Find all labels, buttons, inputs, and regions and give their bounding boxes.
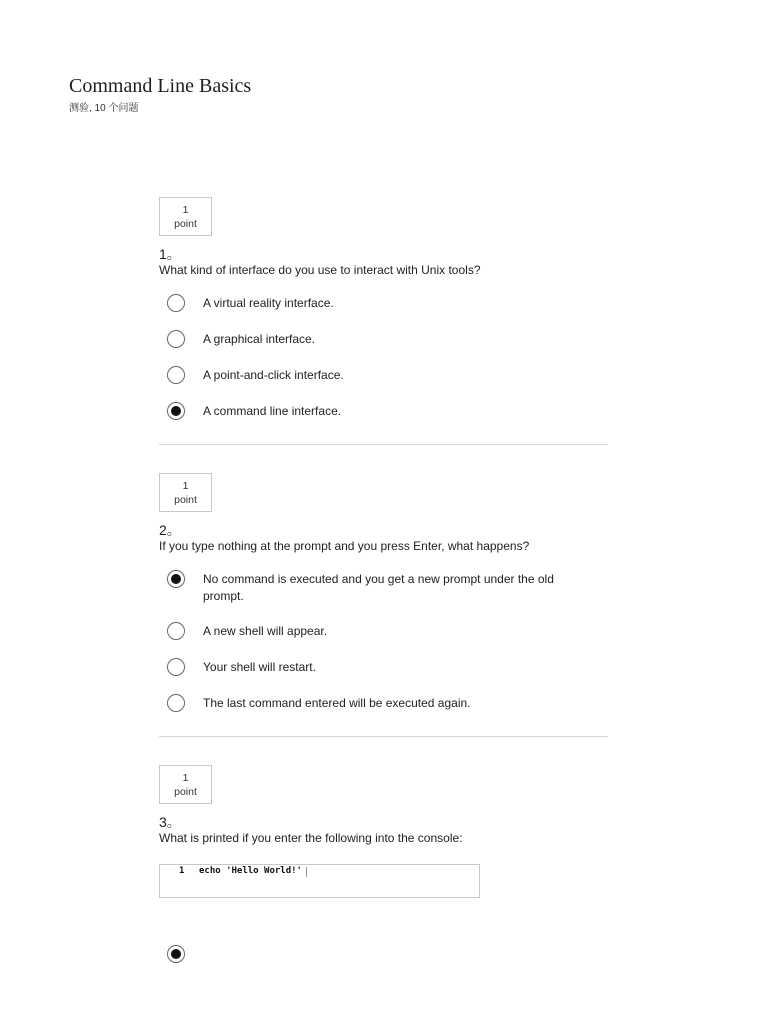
question-text: If you type nothing at the prompt and you press Enter, what happens? (159, 539, 530, 553)
option-label: A point-and-click interface. (203, 368, 344, 382)
radio-button-selected[interactable] (167, 402, 185, 420)
question-divider (159, 444, 608, 445)
question-text: What is printed if you enter the following into the console: (159, 831, 463, 845)
q2-option-3[interactable] (167, 658, 597, 676)
radio-button[interactable] (167, 294, 185, 312)
points-unit: point (174, 493, 197, 506)
option-label: A graphical interface. (203, 332, 316, 346)
points-badge (159, 197, 212, 236)
points-unit: point (174, 785, 197, 798)
q2-option-1[interactable] (167, 570, 587, 605)
question-text: What kind of interface do you use to interact with Unix tools? (159, 263, 481, 277)
points-badge (159, 765, 212, 804)
q1-option-2[interactable] (167, 330, 597, 348)
q3-option-1[interactable] (167, 945, 597, 963)
page-title: Command Line Basics (69, 75, 252, 97)
code-block (159, 864, 480, 898)
radio-button[interactable] (167, 694, 185, 712)
radio-button[interactable] (167, 366, 185, 384)
q2-option-4[interactable] (167, 694, 597, 712)
radio-button-selected[interactable] (167, 945, 185, 963)
question-divider (159, 736, 608, 737)
points-badge (159, 473, 212, 512)
quiz-subtitle: 测验, 10 个问题 (69, 103, 139, 114)
radio-button[interactable] (167, 330, 185, 348)
points-value: 1 (182, 771, 189, 784)
question-number: 2。 (159, 522, 181, 538)
points-value: 1 (182, 479, 189, 492)
q1-option-3[interactable] (167, 366, 597, 384)
points-value: 1 (182, 203, 189, 216)
option-label: A command line interface. (203, 404, 342, 418)
q1-option-1[interactable] (167, 294, 597, 312)
q2-option-2[interactable] (167, 622, 597, 640)
option-label: A virtual reality interface. (203, 296, 334, 310)
radio-button[interactable] (167, 622, 185, 640)
option-label: Your shell will restart. (203, 660, 316, 674)
code-line-number: 1 (179, 866, 185, 876)
code-line-text: echo 'Hello World!' (199, 866, 302, 876)
question-number: 1。 (159, 246, 181, 262)
radio-button-selected[interactable] (167, 570, 185, 588)
q1-option-4[interactable] (167, 402, 597, 420)
points-unit: point (174, 217, 197, 230)
option-label: No command is executed and you get a new prompt under the old prompt. (203, 572, 554, 603)
radio-button[interactable] (167, 658, 185, 676)
text-cursor (306, 867, 307, 877)
option-label: A new shell will appear. (203, 624, 328, 638)
question-number: 3。 (159, 814, 181, 830)
option-label: The last command entered will be executed again. (203, 696, 471, 710)
